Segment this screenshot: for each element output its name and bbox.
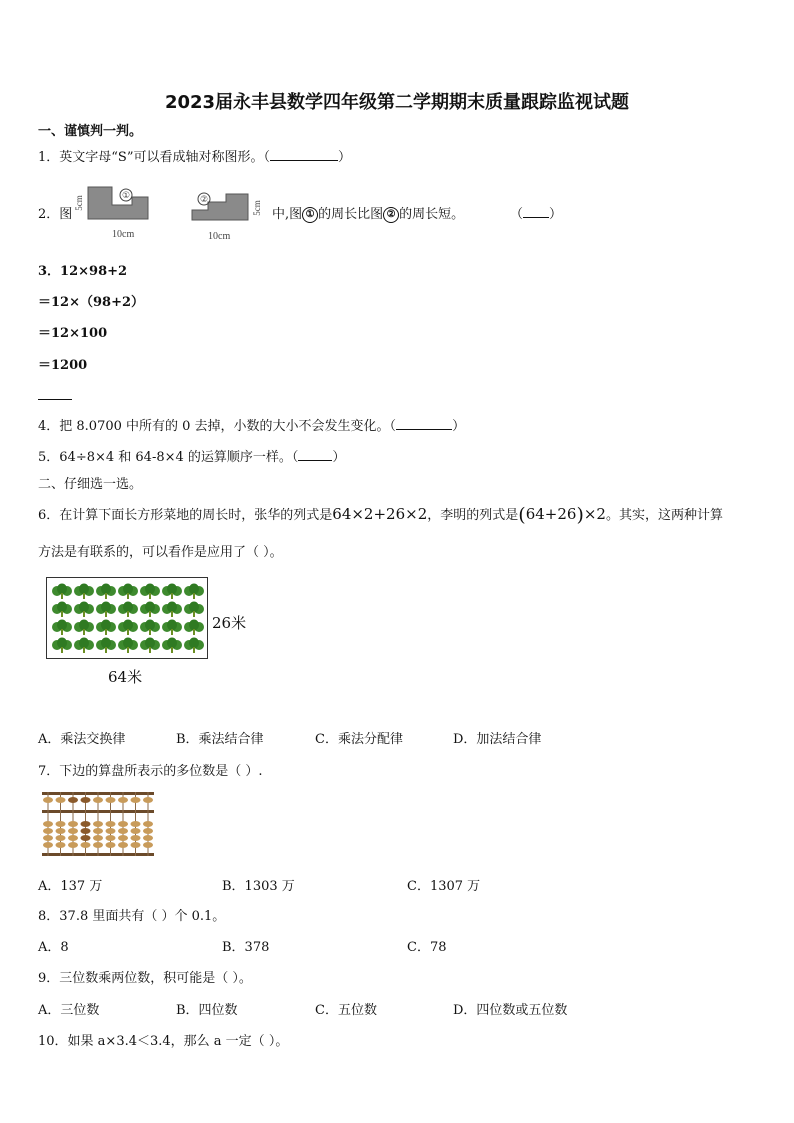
q6-option-b[interactable]: B．乘法结合律	[176, 732, 264, 747]
abacus-lower-bead	[93, 821, 103, 827]
q7-option-c[interactable]: C．1307 万	[407, 879, 481, 894]
vegetable-icon	[118, 637, 136, 653]
abacus-upper-bead	[106, 797, 116, 803]
vegetable-icon	[162, 601, 180, 617]
abacus-lower-bead	[56, 821, 66, 827]
q6-option-c[interactable]: C．乘法分配律	[315, 732, 403, 747]
question-6-line-2: 方法是有联系的，可以看作是应用了（ ）。	[38, 545, 283, 560]
abacus-lower-bead	[81, 842, 91, 848]
answer-blank	[523, 205, 549, 218]
vegetable-icon	[162, 619, 180, 635]
q6-option-a[interactable]: A．乘法交换律	[38, 732, 126, 747]
q8-option-a[interactable]: A．8	[38, 940, 69, 955]
question-2-text3: 的周长短。	[399, 207, 465, 222]
abacus-lower-bead	[106, 828, 116, 834]
abacus-lower-bead	[68, 842, 78, 848]
section-1-heading: 一、谨慎判一判。	[38, 124, 143, 139]
vegetable-icon	[184, 619, 202, 635]
vegetable-icon	[118, 619, 136, 635]
vegetable-icon	[96, 637, 114, 653]
answer-blank	[298, 448, 332, 461]
abacus-upper-bead	[93, 797, 103, 803]
abacus-lower-bead	[43, 835, 53, 841]
q9-option-b[interactable]: B．四位数	[176, 1003, 238, 1018]
abacus-lower-bead	[68, 828, 78, 834]
abacus-lower-bead	[68, 821, 78, 827]
vegetable-icon	[162, 583, 180, 599]
question-6-part2: ，李明的列式是	[427, 508, 519, 523]
circled-number-1: ①	[302, 207, 318, 223]
vegetable-icon	[140, 637, 158, 653]
vegetable-icon	[184, 637, 202, 653]
abacus-lower-bead	[143, 835, 153, 841]
expression-2-tail: ×2	[583, 505, 606, 523]
question-4	[38, 415, 465, 434]
question-6-part3: 。其实，这两种计算	[605, 508, 723, 523]
abacus-lower-bead	[81, 835, 91, 841]
figure-1-width-label: 10cm	[112, 229, 135, 240]
abacus-upper-bead	[43, 797, 53, 803]
abacus-lower-bead	[56, 842, 66, 848]
question-2-text	[272, 203, 464, 223]
abacus-lower-bead	[131, 821, 141, 827]
abacus-lower-bead	[143, 821, 153, 827]
abacus-lower-bead	[106, 821, 116, 827]
question-5-text: 5．64÷8×4 和 64-8×4 的运算顺序一样。（	[38, 450, 299, 465]
question-6-part1: 6．在计算下面长方形菜地的周长时，张华的列式是	[38, 508, 333, 523]
vegetable-field-figure	[46, 577, 208, 659]
vegetable-icon	[96, 583, 114, 599]
question-2-answer	[510, 203, 562, 222]
section-2-heading: 二、仔细选一选。	[38, 477, 143, 492]
abacus-lower-bead	[43, 828, 53, 834]
question-9-text: 9．三位数乘两位数，积可能是（ ）。	[38, 971, 252, 986]
answer-blank	[396, 417, 452, 430]
abacus-lower-bead	[106, 842, 116, 848]
abacus-lower-bead	[118, 821, 128, 827]
abacus-lower-bead	[81, 821, 91, 827]
vegetable-icon	[74, 637, 92, 653]
vegetable-icon	[184, 601, 202, 617]
vegetable-icon	[96, 601, 114, 617]
figure-2-width-label: 10cm	[208, 231, 231, 242]
question-5-close: ）	[332, 450, 346, 465]
question-4-close: ）	[452, 419, 466, 434]
vegetable-icon	[140, 619, 158, 635]
figure-2	[190, 190, 270, 245]
question-10-text: 10．如果 a×3.4＜3.4，那么 a 一定（ ）。	[38, 1034, 289, 1049]
q8-option-c[interactable]: C．78	[407, 940, 447, 955]
question-8-text: 8．37.8 里面共有（ ）个 0.1。	[38, 909, 226, 924]
abacus-lower-bead	[68, 835, 78, 841]
vegetable-icon	[74, 583, 92, 599]
question-3-line-3: ＝12×100	[38, 326, 108, 341]
abacus-lower-bead	[43, 821, 53, 827]
question-1	[38, 146, 351, 165]
abacus-lower-bead	[81, 828, 91, 834]
vegetable-icon	[96, 619, 114, 635]
abacus-lower-bead	[43, 842, 53, 848]
abacus-lower-bead	[143, 828, 153, 834]
vegetable-icon	[74, 601, 92, 617]
vegetable-icon	[74, 619, 92, 635]
abacus-lower-bead	[118, 828, 128, 834]
question-5	[38, 446, 345, 465]
question-1-close: ）	[337, 150, 351, 165]
abacus-lower-bead	[93, 828, 103, 834]
abacus-lower-bead	[56, 835, 66, 841]
vegetable-icon	[118, 601, 136, 617]
vegetable-icon	[140, 601, 158, 617]
abacus-upper-bead	[56, 797, 66, 803]
question-3-line-2: ＝12×（98+2）	[38, 295, 145, 310]
question-4-text: 4．把 8.0700 中所有的 0 去掉，小数的大小不会发生变化。（	[38, 419, 397, 434]
abacus-lower-bead	[93, 842, 103, 848]
abacus-lower-bead	[131, 842, 141, 848]
expression-1: 64×2+26×2	[332, 505, 428, 523]
answer-blank	[270, 148, 338, 161]
question-3-line-1: 3．12×98+2	[38, 264, 128, 279]
abacus-lower-bead	[143, 842, 153, 848]
abacus-upper-bead	[143, 797, 153, 803]
figure-1-label: ①	[121, 191, 131, 201]
paren-right: )	[576, 504, 584, 526]
expression-2-inner: 64+26	[525, 505, 577, 523]
abacus-lower-bead	[131, 835, 141, 841]
q9-option-a[interactable]: A．三位数	[38, 1003, 100, 1018]
abacus-lower-bead	[93, 835, 103, 841]
question-2-text2: 的周长比图	[318, 207, 384, 222]
question-3-line-4: ＝1200	[38, 358, 88, 373]
abacus-upper-bead	[81, 797, 91, 803]
vegetable-icon	[140, 583, 158, 599]
page-title: 2023届永丰县数学四年级第二学期期末质量跟踪监视试题	[164, 92, 630, 113]
question-7-text: 7．下边的算盘所表示的多位数是（ ）.	[38, 764, 263, 779]
answer-line	[38, 399, 72, 400]
figure-1	[72, 183, 164, 243]
question-6-line-1	[38, 504, 723, 526]
vegetable-icon	[52, 601, 70, 617]
q6-option-d[interactable]: D．加法结合律	[453, 732, 542, 747]
abacus-upper-bead	[118, 797, 128, 803]
paren-close: ）	[549, 207, 563, 222]
paren-left: (	[518, 504, 526, 526]
circled-number-2: ②	[383, 207, 399, 223]
vegetable-icon	[52, 583, 70, 599]
question-2-prefix: 2．图	[38, 207, 73, 222]
question-1-text: 1．英文字母“S”可以看成轴对称图形。（	[38, 150, 270, 165]
field-length-label: 64米	[108, 668, 143, 686]
abacus-lower-bead	[56, 828, 66, 834]
question-2-middle: 中,图	[272, 207, 303, 222]
abacus-upper-bead	[131, 797, 141, 803]
vegetable-icon	[52, 637, 70, 653]
q7-option-b[interactable]: B．1303 万	[222, 879, 295, 894]
figure-2-label: ②	[199, 195, 209, 205]
abacus-lower-bead	[118, 835, 128, 841]
vegetable-icon	[118, 583, 136, 599]
figure-1-height-label: 5cm	[74, 195, 84, 211]
vegetable-icon	[184, 583, 202, 599]
abacus-lower-bead	[118, 842, 128, 848]
paren-open: （	[510, 207, 524, 222]
figure-2-height-label: 5cm	[252, 200, 262, 216]
vegetable-icon	[162, 637, 180, 653]
abacus-figure	[40, 790, 156, 858]
abacus-lower-bead	[106, 835, 116, 841]
field-width-label: 26米	[212, 614, 247, 632]
q8-option-b[interactable]: B．378	[222, 940, 270, 955]
q9-option-c[interactable]: C．五位数	[315, 1003, 377, 1018]
vegetable-icon	[52, 619, 70, 635]
abacus-lower-bead	[131, 828, 141, 834]
q9-option-d[interactable]: D．四位数或五位数	[453, 1003, 568, 1018]
q7-option-a[interactable]: A．137 万	[38, 879, 103, 894]
abacus-upper-bead	[68, 797, 78, 803]
